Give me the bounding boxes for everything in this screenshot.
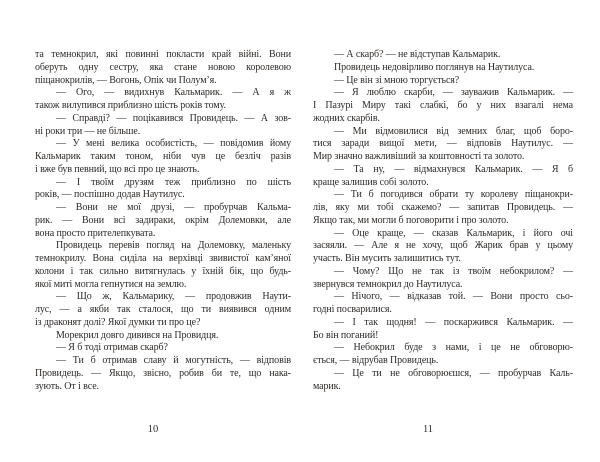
text-line: Морекрил довго дивився на Провидця. — [56, 329, 219, 341]
text-line: якої миті могла гепнутися на землю. — [35, 278, 187, 290]
text-line: — Я люблю скарби, — зауважив Кальмарик. — — [334, 87, 573, 99]
text-line: Бо він поганий! — [313, 329, 379, 341]
text-line: жодних скарбів. — [313, 112, 380, 124]
text-line: — Справді? — поцікавився Провидець. — А зов- — [56, 112, 291, 124]
text-line: піщанокрилів, — Вогонь, Опік чи Полум’я. — [35, 74, 217, 86]
page-number-left: 10 — [147, 424, 159, 435]
text-line: колони і так сильно витягнулась у їхній бік, що будь- — [35, 265, 291, 277]
text-line: звернувся темнокрил до Наутилуса. — [313, 278, 463, 290]
text-line: — Ти б отримав славу й могутність, — відповів — [56, 355, 291, 366]
text-line: — Чому? Що не так із твоїм небокрилом? — — [334, 265, 573, 277]
text-line: із драконят долі? Якої думки ти про це? — [35, 316, 201, 328]
text-line: рик. — Вони всі задираки, окрім Долемовки, але — [35, 214, 291, 226]
text-line: — У мені велика особистість, — повідомив йому — [56, 138, 291, 150]
text-line: — Нічого, — відказав той. — Вони просто сьо- — [334, 291, 573, 303]
text-line: — Ти б погодився обрати ту королеву піщанокри- — [334, 189, 573, 201]
text-line: і вже був певний, що всі про це знають. — [35, 163, 200, 175]
text-line: засяяли. — Але я не хочу, щоб Жарик брав у цьому — [313, 240, 573, 252]
text-line: вона просто прителепкувата. — [35, 227, 156, 239]
text-line: ні роки три — не більше. — [35, 125, 141, 137]
text-line: тися заради вищої мети, — відповів Наутилус. — — [313, 138, 573, 150]
text-line: — Ми відмовилися від земних благ, щоб боро- — [334, 125, 573, 137]
text-line: краще залишив собі золото. — [313, 176, 429, 188]
text-line: — Та ну, — відмахнувся Кальмарик. — Я б — [334, 163, 573, 175]
text-line: оберуть одну сестру, яка стане новою королевою — [35, 61, 291, 73]
text-line: — А скарб? — не відступав Кальмарик. — [334, 49, 501, 60]
text-line: — Оце краще, — сказав Кальмарик, і його очі — [334, 227, 573, 239]
text-line: марик. — [313, 380, 341, 392]
text-line: також вилупився приблизно шість років тому. — [35, 100, 226, 111]
text-line: Провидець перевів погляд на Долемовку, маленьку — [56, 240, 291, 252]
text-line: років, — поспішно додав Наутилус. — [35, 189, 185, 201]
text-line: лів, яку ми тобі скажемо? — запитав Провидець. — — [313, 202, 573, 213]
page-left-text — [35, 49, 291, 393]
text-line: — Небокрил буде з нами, і це не обговорю- — [334, 342, 573, 354]
page-right-text — [313, 49, 573, 393]
text-line: Провидець. — Якщо, звісно, робив би те, що нака- — [35, 367, 291, 379]
text-line: та темнокрил, які повинні покласти край війні. Вони — [35, 49, 291, 60]
text-line: — Ого, — видихнув Кальмарик. — А я ж — [56, 87, 291, 99]
text-line: участь. Він мусить залишитись тут. — [313, 253, 461, 264]
text-line: — Це він зі мною торгується? — [334, 74, 460, 86]
page-number-right: 11 — [422, 424, 434, 435]
text-line: І Пазурі Миру такі слабкі, бо у них взагалі нема — [313, 100, 573, 111]
text-line: годні посварилися. — [313, 304, 392, 315]
text-line: — Це ти не обговорюєшся, — пробурчав Каль- — [334, 367, 573, 379]
text-line: Провидець недовірливо поглянув на Наутилуса. — [334, 61, 535, 73]
text-line: Мир значно важливіший за коштовності та золото. — [313, 151, 525, 162]
text-line: — Вони не мої друзі, — пробурчав Кальма- — [56, 202, 291, 213]
text-line: Кальмарик таким тоном, ніби чув це безліч разів — [35, 151, 291, 162]
text-line: темнокрилу. Вона сиділа на верхівці звивистої кам’яної — [35, 253, 291, 264]
text-line: Якщо так, ми могли б поговорити і про золото. — [313, 214, 509, 226]
text-line: — Що ж, Кальмарику, — продовжив Наути- — [56, 291, 291, 303]
text-line: — І так щодня! — поскаржився Кальмарик. — — [334, 316, 573, 328]
text-line: зують. От і все. — [35, 380, 99, 392]
text-line: — Я б тоді отримав скарб? — [56, 342, 168, 354]
text-line: лус, — а якби так сталося, що ти виявився одним — [35, 304, 291, 315]
text-line: — І твоїм друзям теж приблизно по шість — [56, 176, 291, 188]
text-line: ється, — відрубав Провидець. — [313, 355, 439, 366]
